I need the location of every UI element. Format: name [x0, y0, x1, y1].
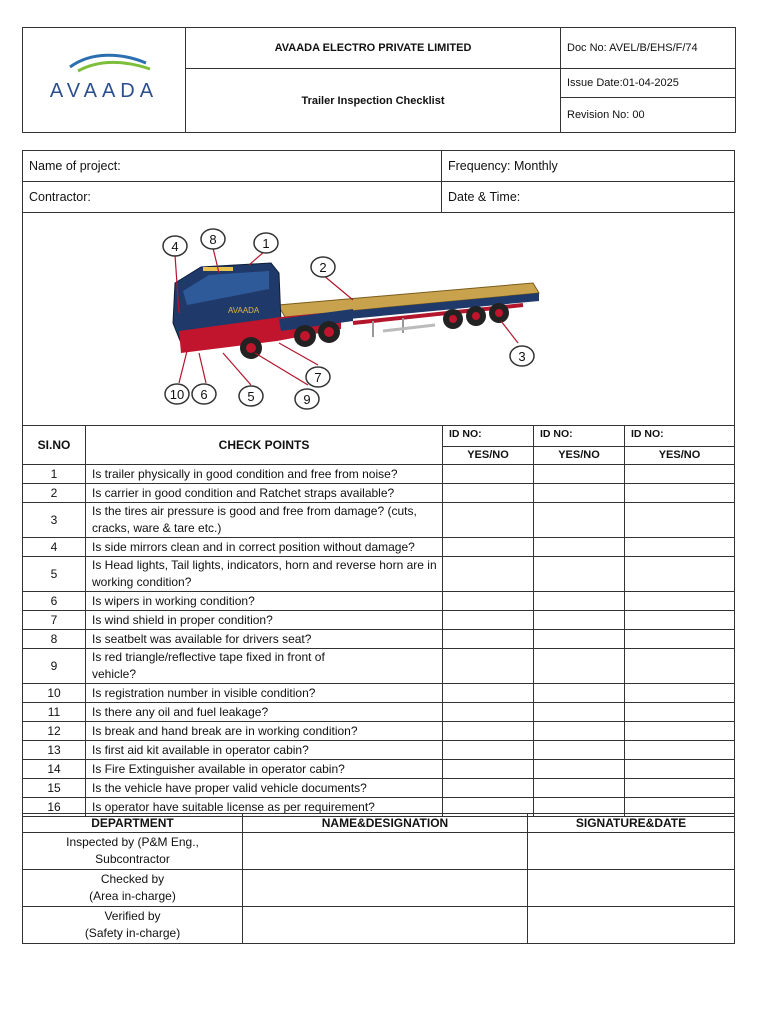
row-number: 12 — [23, 722, 86, 741]
company-name: AVAADA ELECTRO PRIVATE LIMITED — [186, 28, 561, 69]
name-designation-cell[interactable] — [243, 907, 528, 944]
table-row — [23, 741, 735, 760]
row-number: 5 — [23, 557, 86, 592]
callout-1 — [254, 233, 278, 253]
svg-text:10: 10 — [169, 387, 185, 402]
check-point: Is the tires air pressure is good and free from damage? (cuts, cracks, ware & tare etc.) — [86, 503, 443, 538]
answer-cell[interactable] — [534, 557, 625, 592]
check-point: Is seatbelt was available for drivers seat? — [86, 630, 443, 649]
row-number: 10 — [23, 684, 86, 703]
department-checked-by: Checked by (Area in-charge) — [23, 870, 243, 907]
checklist-rows — [23, 465, 735, 817]
row-number: 1 — [23, 465, 86, 484]
answer-cell[interactable] — [443, 649, 534, 684]
name-designation-cell[interactable] — [243, 870, 528, 907]
issue-date: Issue Date:01-04-2025 — [561, 69, 736, 98]
answer-cell[interactable] — [625, 538, 735, 557]
check-point: Is wind shield in proper condition? — [86, 611, 443, 630]
row-number: 3 — [23, 503, 86, 538]
answer-cell[interactable] — [534, 741, 625, 760]
row-number: 6 — [23, 592, 86, 611]
table-row — [23, 833, 735, 870]
check-point: Is break and hand break are in working condition? — [86, 722, 443, 741]
answer-cell[interactable] — [625, 611, 735, 630]
name-designation-cell[interactable] — [243, 833, 528, 870]
doc-number: Doc No: AVEL/B/EHS/F/74 — [561, 28, 736, 69]
department-inspected-by: Inspected by (P&M Eng., Subcontractor — [23, 833, 243, 870]
table-row — [23, 557, 735, 592]
answer-cell[interactable] — [443, 465, 534, 484]
id-no-header-2: ID NO: — [534, 426, 625, 447]
svg-text:5: 5 — [247, 389, 255, 404]
answer-cell[interactable] — [534, 722, 625, 741]
answer-cell[interactable] — [534, 649, 625, 684]
answer-cell[interactable] — [625, 684, 735, 703]
answer-cell[interactable] — [625, 557, 735, 592]
row-number: 9 — [23, 649, 86, 684]
answer-cell[interactable] — [534, 538, 625, 557]
table-row — [23, 465, 735, 484]
answer-cell[interactable] — [443, 722, 534, 741]
logo-cell — [23, 28, 186, 133]
callout-7 — [306, 367, 330, 387]
callout-3 — [510, 346, 534, 366]
answer-cell[interactable] — [625, 760, 735, 779]
revision-number: Revision No: 00 — [561, 98, 736, 133]
table-row — [23, 592, 735, 611]
answer-cell[interactable] — [534, 630, 625, 649]
answer-cell[interactable] — [625, 779, 735, 798]
answer-cell[interactable] — [443, 503, 534, 538]
table-row — [23, 722, 735, 741]
truck-image-cell — [23, 213, 735, 426]
answer-cell[interactable] — [625, 592, 735, 611]
yes-no-header-2: YES/NO — [534, 447, 625, 465]
answer-cell[interactable] — [534, 611, 625, 630]
row-number: 8 — [23, 630, 86, 649]
document-header — [22, 27, 736, 133]
answer-cell[interactable] — [625, 722, 735, 741]
signoff-table — [22, 813, 735, 944]
id-no-header-1: ID NO: — [443, 426, 534, 447]
table-row — [23, 630, 735, 649]
table-row — [23, 760, 735, 779]
frequency-field: Frequency: Monthly — [442, 151, 735, 182]
callout-4 — [163, 236, 187, 256]
row-number: 2 — [23, 484, 86, 503]
check-point: Is trailer physically in good condition and free from noise? — [86, 465, 443, 484]
answer-cell[interactable] — [625, 703, 735, 722]
answer-cell[interactable] — [443, 741, 534, 760]
check-point: Is registration number in visible condition? — [86, 684, 443, 703]
answer-cell[interactable] — [625, 465, 735, 484]
yes-no-header-1: YES/NO — [443, 447, 534, 465]
table-row — [23, 684, 735, 703]
table-row — [23, 484, 735, 503]
svg-text:7: 7 — [314, 370, 322, 385]
answer-cell[interactable] — [625, 503, 735, 538]
answer-cell[interactable] — [443, 538, 534, 557]
check-point: Is first aid kit available in operator cabin? — [86, 741, 443, 760]
datetime-field[interactable]: Date & Time: — [442, 182, 735, 213]
svg-text:4: 4 — [171, 239, 179, 254]
col-header-signature-date: SIGNATURE&DATE — [528, 814, 735, 833]
truck-livery-text: AVAADA — [228, 306, 260, 315]
answer-cell[interactable] — [534, 760, 625, 779]
truck-diagram — [23, 213, 734, 425]
callout-2 — [311, 257, 335, 277]
svg-text:2: 2 — [319, 260, 327, 275]
check-point: Is Head lights, Tail lights, indicators, horn and reverse horn are in working condition? — [86, 557, 443, 592]
callout-8 — [201, 229, 225, 249]
svg-text:1: 1 — [262, 236, 270, 251]
callout-10 — [165, 384, 189, 404]
callout-5 — [239, 386, 263, 406]
answer-cell[interactable] — [443, 760, 534, 779]
answer-cell[interactable] — [534, 484, 625, 503]
col-header-slno: SI.NO — [23, 426, 86, 465]
table-row — [23, 503, 735, 538]
check-point: Is operator have suitable license as per requirement? — [86, 798, 443, 817]
check-point: Is red triangle/reflective tape fixed in front of vehicle? — [86, 649, 443, 684]
answer-cell[interactable] — [534, 503, 625, 538]
check-point: Is carrier in good condition and Ratchet straps available? — [86, 484, 443, 503]
answer-cell[interactable] — [625, 649, 735, 684]
answer-cell[interactable] — [443, 592, 534, 611]
table-row — [23, 907, 735, 944]
answer-cell[interactable] — [625, 630, 735, 649]
answer-cell[interactable] — [534, 779, 625, 798]
table-row — [23, 611, 735, 630]
table-row — [23, 703, 735, 722]
callout-6 — [192, 384, 216, 404]
col-header-checkpoints: CHECK POINTS — [86, 426, 443, 465]
check-point: Is the vehicle have proper valid vehicle documents? — [86, 779, 443, 798]
answer-cell[interactable] — [443, 630, 534, 649]
logo-text: AVAADA — [49, 79, 159, 102]
answer-cell[interactable] — [443, 779, 534, 798]
row-number: 4 — [23, 538, 86, 557]
row-number: 13 — [23, 741, 86, 760]
signature-date-cell[interactable] — [528, 870, 735, 907]
row-number: 11 — [23, 703, 86, 722]
answer-cell[interactable] — [534, 684, 625, 703]
answer-cell[interactable] — [534, 465, 625, 484]
answer-cell[interactable] — [534, 592, 625, 611]
form-title: Trailer Inspection Checklist — [186, 69, 561, 133]
table-row — [23, 538, 735, 557]
check-point: Is wipers in working condition? — [86, 592, 443, 611]
department-verified-by: Verified by (Safety in-charge) — [23, 907, 243, 944]
yes-no-header-3: YES/NO — [625, 447, 735, 465]
signature-date-cell[interactable] — [528, 907, 735, 944]
row-number: 7 — [23, 611, 86, 630]
callout-9 — [295, 389, 319, 409]
table-row — [23, 870, 735, 907]
row-number: 14 — [23, 760, 86, 779]
check-point: Is side mirrors clean and in correct position without damage? — [86, 538, 443, 557]
signature-date-cell[interactable] — [528, 833, 735, 870]
answer-cell[interactable] — [443, 703, 534, 722]
project-name-field[interactable]: Name of project: — [23, 151, 442, 182]
answer-cell[interactable] — [443, 557, 534, 592]
row-number: 16 — [23, 798, 86, 817]
table-row — [23, 649, 735, 684]
check-point: Is there any oil and fuel leakage? — [86, 703, 443, 722]
answer-cell[interactable] — [625, 741, 735, 760]
col-header-department: DEPARTMENT — [23, 814, 243, 833]
svg-text:9: 9 — [303, 392, 311, 407]
answer-cell[interactable] — [443, 484, 534, 503]
svg-text:3: 3 — [518, 349, 526, 364]
id-no-header-3: ID NO: — [625, 426, 735, 447]
svg-text:6: 6 — [200, 387, 208, 402]
check-point: Is Fire Extinguisher available in operator cabin? — [86, 760, 443, 779]
answer-cell[interactable] — [443, 611, 534, 630]
answer-cell[interactable] — [443, 684, 534, 703]
col-header-name-designation: NAME&DESIGNATION — [243, 814, 528, 833]
answer-cell[interactable] — [625, 484, 735, 503]
avaada-logo — [34, 49, 174, 109]
project-info — [22, 150, 735, 426]
row-number: 15 — [23, 779, 86, 798]
checklist-table — [22, 425, 735, 817]
svg-text:8: 8 — [209, 232, 217, 247]
table-row — [23, 779, 735, 798]
answer-cell[interactable] — [534, 703, 625, 722]
contractor-field[interactable]: Contractor: — [23, 182, 442, 213]
